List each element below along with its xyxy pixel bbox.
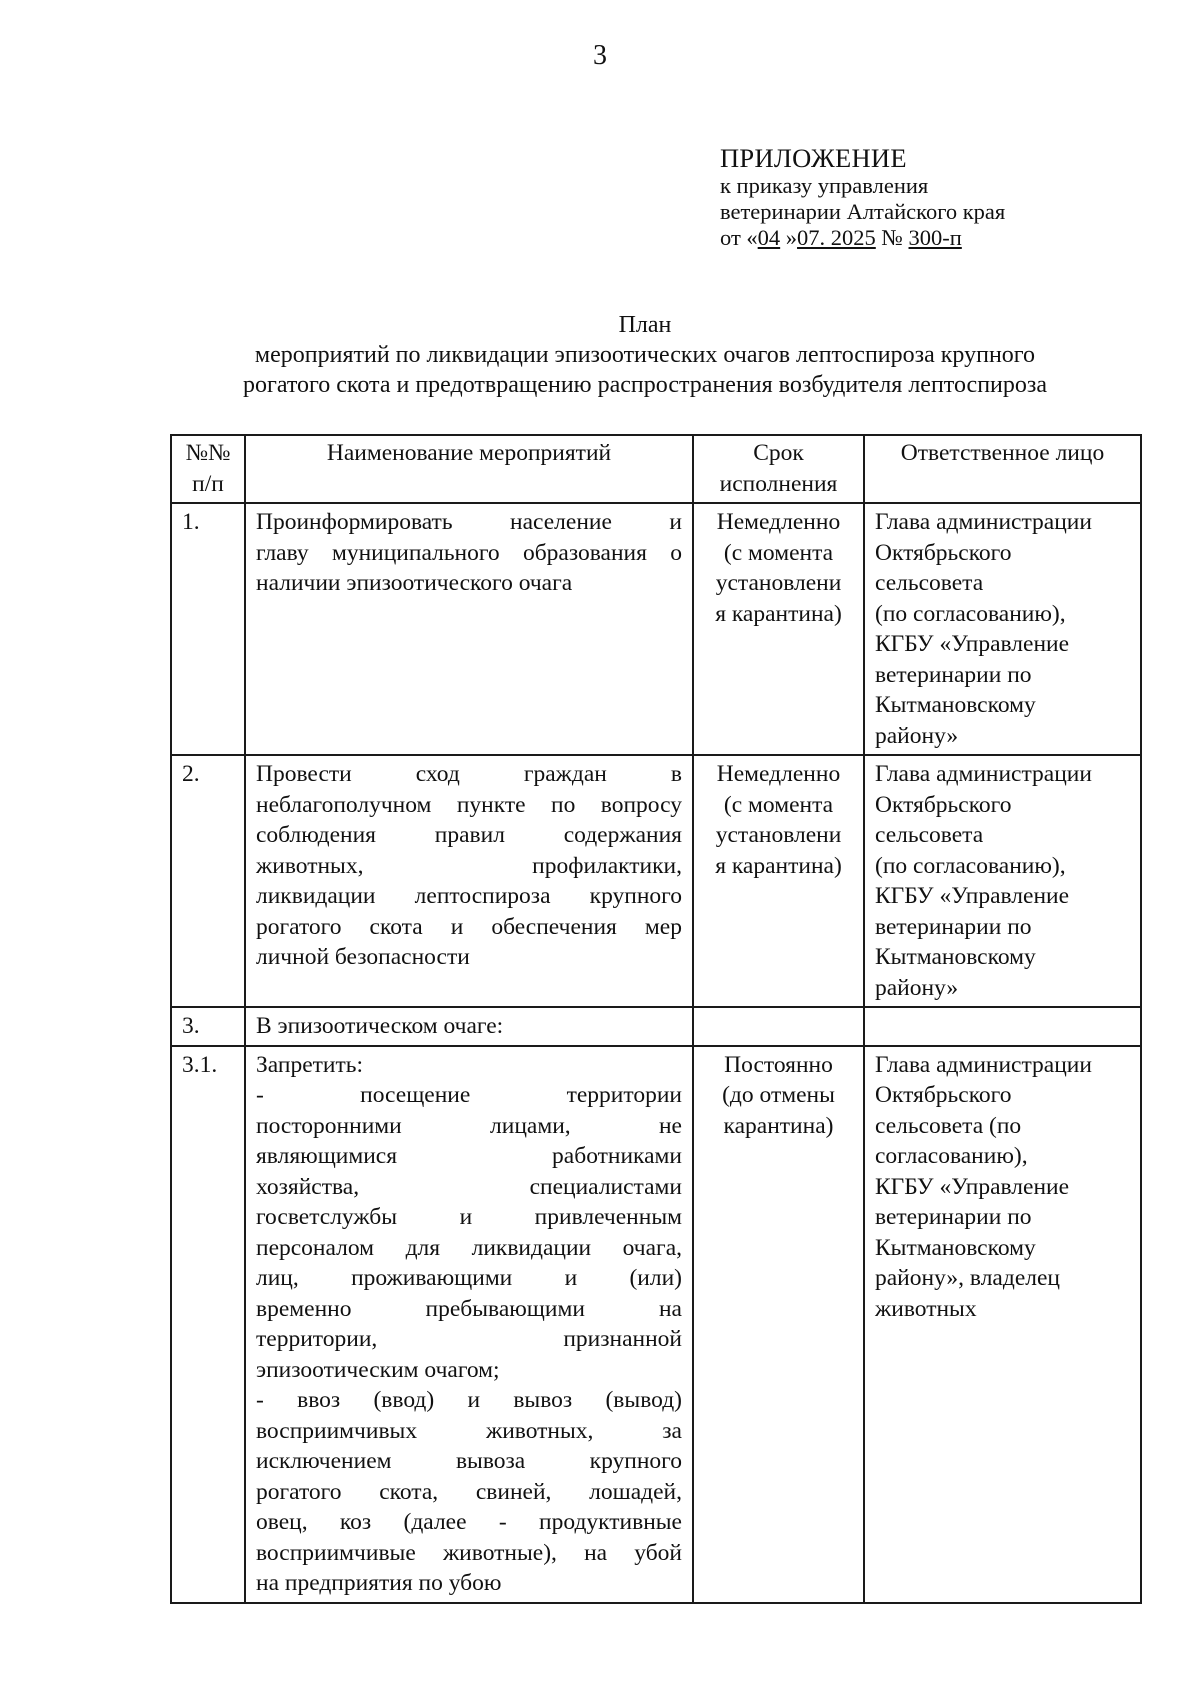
term-cell	[693, 503, 864, 755]
document-title	[150, 310, 1140, 400]
responsible-line: ветеринарии по	[875, 661, 1032, 688]
measure-line: соблюдения правил содержания	[256, 822, 682, 848]
measure-line: рогатого скота и обеспечения мер	[256, 913, 682, 940]
term-line: (с момента	[723, 791, 834, 818]
row-number: 3.	[171, 1007, 245, 1046]
table-header-row	[171, 435, 1141, 503]
responsible-line: Глава администрации	[875, 509, 1092, 535]
responsible-cell	[864, 755, 1141, 1007]
table-row	[171, 1046, 1141, 1603]
measure-text	[245, 503, 693, 755]
responsible-line: Глава администрации	[875, 1051, 1092, 1078]
measure-line: животных, профилактики,	[256, 852, 682, 879]
responsible-line: КГБУ «Управление	[875, 1173, 1070, 1200]
term-line: Немедленно	[716, 761, 841, 787]
title-line-1: План	[618, 312, 672, 338]
appendix-order-line	[720, 225, 1005, 251]
measure-line: восприимчивых животных, за	[256, 1417, 682, 1444]
responsible-cell	[864, 1007, 1141, 1046]
measure-line: являющимися работниками	[256, 1143, 682, 1169]
row-number: 2.	[171, 755, 245, 1007]
measure-line: лиц, проживающими и (или)	[256, 1265, 682, 1291]
measure-line: Проинформировать население и	[256, 509, 682, 535]
term-cell	[693, 1007, 864, 1046]
responsible-line: району»	[875, 722, 959, 749]
term-line: карантина)	[723, 1112, 834, 1139]
header-term-line-2: исполнения	[719, 470, 838, 497]
date-mid: »	[780, 225, 798, 250]
appendix-line-1: к приказу управления	[720, 173, 929, 198]
appendix-block	[720, 143, 1005, 251]
measure-line: Провести сход граждан в	[256, 761, 682, 787]
measure-line: личной безопасности	[256, 944, 470, 970]
term-line: установлени	[715, 822, 842, 848]
responsible-line: животных	[875, 1295, 977, 1322]
header-responsible: Ответственное лицо	[864, 435, 1141, 503]
responsible-cell	[864, 503, 1141, 755]
responsible-line: району»	[875, 974, 959, 1001]
row-number: 1.	[171, 503, 245, 755]
term-line: Постоянно	[724, 1051, 833, 1078]
responsible-line: КГБУ «Управление	[875, 631, 1070, 657]
responsible-line: району», владелец	[875, 1265, 1060, 1291]
appendix-line-2: ветеринарии Алтайского края	[720, 199, 1006, 224]
header-num	[171, 435, 245, 503]
responsible-line: сельсовета	[875, 570, 984, 596]
measure-line: овец, коз (далее - продуктивные	[256, 1509, 682, 1535]
measure-line: наличии эпизоотического очага	[256, 570, 573, 596]
measure-line: исключением вывоза крупного	[256, 1448, 682, 1474]
responsible-line: КГБУ «Управление	[875, 883, 1070, 909]
term-line: (до отмены	[722, 1082, 835, 1108]
measure-line: на предприятия по убою	[256, 1570, 502, 1596]
responsible-line: ветеринарии по	[875, 913, 1032, 940]
responsible-line: Октябрьского	[875, 539, 1012, 566]
term-line: я карантина)	[715, 852, 842, 879]
responsible-line: Кытмановскому	[875, 692, 1036, 718]
responsible-line: сельсовета (по	[875, 1112, 1022, 1139]
title-line-3: рогатого скота и предотвращению распространения возбудителя лептоспироза	[242, 372, 1048, 398]
term-line: Немедленно	[716, 509, 841, 535]
order-month-year: 07. 2025	[797, 225, 876, 250]
measure-line: посторонними лицами, не	[256, 1112, 682, 1139]
responsible-line: Октябрьского	[875, 791, 1012, 818]
term-line: я карантина)	[715, 600, 842, 627]
measure-line: В эпизоотическом очаге:	[256, 1013, 504, 1039]
header-num-line-1: №№	[185, 440, 231, 466]
measure-line: рогатого скота, свиней, лошадей,	[256, 1478, 682, 1505]
responsible-line: сельсовета	[875, 822, 984, 848]
measure-line: хозяйства, специалистами	[256, 1173, 682, 1200]
measure-line: - ввоз (ввод) и вывоз (вывод)	[256, 1387, 682, 1413]
number-label: №	[875, 225, 909, 250]
order-day: 04	[757, 225, 781, 250]
responsible-line: Кытмановскому	[875, 944, 1036, 970]
header-name: Наименование мероприятий	[245, 435, 693, 503]
responsible-line: Кытмановскому	[875, 1234, 1036, 1261]
date-prefix: от «	[720, 225, 758, 250]
responsible-line: (по согласованию),	[875, 600, 1066, 627]
measure-line: территории, признанной	[256, 1326, 682, 1352]
order-number: 300-п	[908, 225, 962, 250]
appendix-heading: ПРИЛОЖЕНИЕ	[720, 143, 907, 173]
measure-line: временно пребывающими на	[256, 1295, 682, 1322]
measure-text	[245, 1046, 693, 1603]
measure-line: эпизоотическим очагом;	[256, 1356, 500, 1383]
header-term-line-1: Срок	[753, 440, 804, 466]
responsible-line: ветеринарии по	[875, 1204, 1032, 1230]
page-number: 3	[593, 40, 607, 71]
measure-line: госветслужбы и привлеченным	[256, 1204, 682, 1230]
plan-table	[170, 434, 1142, 1604]
table-row	[171, 503, 1141, 755]
measure-line: восприимчивые животные), на убой	[256, 1539, 682, 1566]
header-num-line-2: п/п	[192, 470, 224, 497]
title-line-2: мероприятий по ликвидации эпизоотических очагов лептоспироза крупного	[254, 342, 1036, 368]
table-row	[171, 755, 1141, 1007]
measure-line: - посещение территории	[256, 1082, 682, 1108]
measure-line: Запретить:	[256, 1051, 364, 1078]
measure-line: персоналом для ликвидации очага,	[256, 1234, 682, 1261]
row-number: 3.1.	[171, 1046, 245, 1603]
responsible-line: согласованию),	[875, 1143, 1028, 1169]
term-cell	[693, 755, 864, 1007]
responsible-cell	[864, 1046, 1141, 1603]
term-line: установлени	[715, 570, 842, 596]
responsible-line: Октябрьского	[875, 1082, 1012, 1108]
measure-text	[245, 1007, 693, 1046]
table-row	[171, 1007, 1141, 1046]
term-cell	[693, 1046, 864, 1603]
term-line: (с момента	[723, 539, 834, 566]
measure-line: неблагополучном пункте по вопросу	[256, 791, 682, 818]
measure-text	[245, 755, 693, 1007]
responsible-line: Глава администрации	[875, 761, 1092, 787]
responsible-line: (по согласованию),	[875, 852, 1066, 879]
header-term	[693, 435, 864, 503]
measure-line: ликвидации лептоспироза крупного	[256, 883, 682, 909]
measure-line: главу муниципального образования о	[256, 539, 682, 566]
